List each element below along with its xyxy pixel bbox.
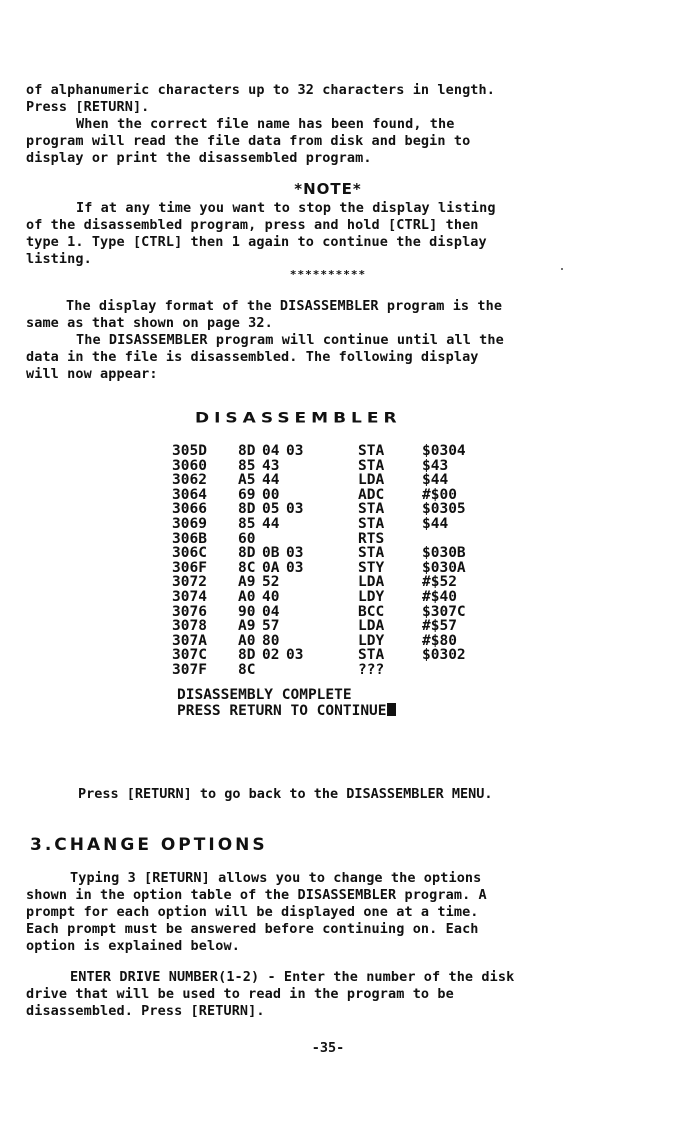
operand-cell: $0302 bbox=[422, 647, 466, 664]
disassembly-listing bbox=[172, 444, 466, 678]
byte-cell: A0 bbox=[238, 632, 256, 649]
listing-row bbox=[172, 517, 466, 532]
text-line: prompt for each option will be displayed one at a time. bbox=[26, 904, 479, 920]
operand-cell: #$57 bbox=[422, 618, 457, 635]
opcode-cell: STA bbox=[358, 457, 385, 474]
operand-cell: #$52 bbox=[422, 574, 457, 591]
address-cell: 305D bbox=[172, 443, 207, 459]
byte-cell: A0 bbox=[238, 588, 256, 605]
continue-paragraph bbox=[26, 332, 632, 383]
byte-cell: 90 bbox=[238, 603, 256, 620]
byte-cell: 03 bbox=[286, 545, 304, 562]
operand-cell: #$40 bbox=[422, 588, 457, 605]
byte-cell: 44 bbox=[262, 515, 280, 532]
operand-cell: $44 bbox=[422, 472, 449, 489]
byte-cell: 85 bbox=[238, 515, 256, 532]
disassembly-complete-message bbox=[177, 688, 396, 718]
listing-row bbox=[172, 605, 466, 620]
opcode-cell: LDA bbox=[358, 472, 385, 489]
operand-cell: $43 bbox=[422, 457, 449, 474]
text-line: same as that shown on page 32. bbox=[26, 315, 273, 331]
print-speck bbox=[561, 268, 563, 270]
address-cell: 3069 bbox=[172, 515, 207, 532]
byte-cell: 04 bbox=[262, 443, 280, 459]
address-cell: 3078 bbox=[172, 618, 207, 635]
note-stars-divider: ********** bbox=[289, 268, 367, 281]
disassembler-screen-title: DISASSEMBLER bbox=[195, 409, 402, 427]
byte-cell: 8C bbox=[238, 559, 256, 576]
note-paragraph bbox=[26, 200, 632, 268]
text-cursor bbox=[387, 703, 396, 716]
listing-row bbox=[172, 575, 466, 590]
text-line: data in the file is disassembled. The following display bbox=[26, 349, 479, 365]
operand-cell: $0304 bbox=[422, 443, 466, 459]
opcode-cell: LDA bbox=[358, 574, 385, 591]
byte-cell: 8D bbox=[238, 647, 256, 664]
text-line: shown in the option table of the DISASSEMBLER program. A bbox=[26, 887, 487, 903]
operand-cell: #$80 bbox=[422, 632, 457, 649]
text-line: option is explained below. bbox=[26, 938, 240, 954]
listing-row bbox=[172, 546, 466, 561]
text-line: disassembled. Press [RETURN]. bbox=[26, 1003, 265, 1019]
text-line: Each prompt must be answered before continuing on. Each bbox=[26, 921, 479, 937]
operand-cell: $0305 bbox=[422, 501, 466, 518]
opcode-cell: LDY bbox=[358, 588, 385, 605]
address-cell: 3072 bbox=[172, 574, 207, 591]
page-number: -35- bbox=[311, 1040, 345, 1056]
text-line: listing. bbox=[26, 251, 92, 267]
byte-cell: 8C bbox=[238, 661, 256, 678]
intro-paragraph bbox=[26, 82, 632, 116]
address-cell: 3066 bbox=[172, 501, 207, 518]
byte-cell: 00 bbox=[262, 486, 280, 503]
byte-cell: 85 bbox=[238, 457, 256, 474]
text-line: ENTER DRIVE NUMBER(1-2) - Enter the number of the disk bbox=[70, 969, 515, 985]
byte-cell: 57 bbox=[262, 618, 280, 635]
opcode-cell: STA bbox=[358, 515, 385, 532]
byte-cell: 05 bbox=[262, 501, 280, 518]
listing-row bbox=[172, 648, 466, 663]
byte-cell: 69 bbox=[238, 486, 256, 503]
opcode-cell: ??? bbox=[358, 661, 385, 678]
text-line: program will read the file data from disk and begin to bbox=[26, 133, 471, 149]
drive-number-paragraph bbox=[26, 969, 632, 1020]
address-cell: 3062 bbox=[172, 472, 207, 489]
opcode-cell: STY bbox=[358, 559, 385, 576]
byte-cell: 8D bbox=[238, 443, 256, 459]
byte-cell: 40 bbox=[262, 588, 280, 605]
listing-row bbox=[172, 532, 466, 547]
opcode-cell: BCC bbox=[358, 603, 385, 620]
address-cell: 306B bbox=[172, 530, 207, 547]
opcode-cell: LDY bbox=[358, 632, 385, 649]
byte-cell: 03 bbox=[286, 501, 304, 518]
listing-row bbox=[172, 663, 466, 678]
byte-cell: 04 bbox=[262, 603, 280, 620]
opcode-cell: ADC bbox=[358, 486, 385, 503]
listing-row bbox=[172, 459, 466, 474]
byte-cell: 0A bbox=[262, 559, 280, 576]
operand-cell: $44 bbox=[422, 515, 449, 532]
text-line: of alphanumeric characters up to 32 characters in length. bbox=[26, 82, 495, 98]
section-heading: 3.CHANGE OPTIONS bbox=[30, 835, 268, 855]
return-to-menu-text: Press [RETURN] to go back to the DISASSEMBLER MENU. bbox=[78, 786, 493, 802]
opcode-cell: RTS bbox=[358, 530, 385, 547]
text-line: will now appear: bbox=[26, 366, 158, 382]
byte-cell: 8D bbox=[238, 545, 256, 562]
address-cell: 3076 bbox=[172, 603, 207, 620]
address-cell: 307A bbox=[172, 632, 207, 649]
note-heading: *NOTE* bbox=[294, 180, 362, 198]
press-return-line: PRESS RETURN TO CONTINUE bbox=[177, 702, 387, 719]
opcode-cell: STA bbox=[358, 501, 385, 518]
text-line: drive that will be used to read in the program to be bbox=[26, 986, 454, 1002]
byte-cell: A9 bbox=[238, 618, 256, 635]
text-line: display or print the disassembled program. bbox=[26, 150, 372, 166]
byte-cell: A5 bbox=[238, 472, 256, 489]
byte-cell: 03 bbox=[286, 647, 304, 664]
address-cell: 307F bbox=[172, 661, 207, 678]
byte-cell: 02 bbox=[262, 647, 280, 664]
operand-cell: $030A bbox=[422, 559, 466, 576]
text-line: Typing 3 [RETURN] allows you to change the options bbox=[70, 870, 482, 886]
address-cell: 307C bbox=[172, 647, 207, 664]
address-cell: 3074 bbox=[172, 588, 207, 605]
text-line: type 1. Type [CTRL] then 1 again to continue the display bbox=[26, 234, 487, 250]
address-cell: 306C bbox=[172, 545, 207, 562]
listing-row bbox=[172, 561, 466, 576]
address-cell: 306F bbox=[172, 559, 207, 576]
byte-cell: 0B bbox=[262, 545, 280, 562]
text-line: The display format of the DISASSEMBLER program is the bbox=[66, 298, 503, 314]
text-line: If at any time you want to stop the display listing bbox=[76, 200, 496, 216]
opcode-cell: STA bbox=[358, 647, 385, 664]
listing-row bbox=[172, 473, 466, 488]
byte-cell: 8D bbox=[238, 501, 256, 518]
text-line: of the disassembled program, press and hold [CTRL] then bbox=[26, 217, 479, 233]
byte-cell: 60 bbox=[238, 530, 256, 547]
text-line: When the correct file name has been found, the bbox=[76, 116, 455, 132]
byte-cell: 52 bbox=[262, 574, 280, 591]
byte-cell: 03 bbox=[286, 443, 304, 459]
byte-cell: A9 bbox=[238, 574, 256, 591]
change-options-paragraph bbox=[26, 870, 632, 955]
file-found-paragraph bbox=[26, 116, 632, 167]
opcode-cell: LDA bbox=[358, 618, 385, 635]
complete-line: DISASSEMBLY COMPLETE bbox=[177, 687, 352, 703]
text-line: The DISASSEMBLER program will continue until all the bbox=[76, 332, 504, 348]
listing-row bbox=[172, 590, 466, 605]
opcode-cell: STA bbox=[358, 443, 385, 459]
operand-cell: #$00 bbox=[422, 486, 457, 503]
listing-row bbox=[172, 619, 466, 634]
byte-cell: 80 bbox=[262, 632, 280, 649]
address-cell: 3060 bbox=[172, 457, 207, 474]
byte-cell: 43 bbox=[262, 457, 280, 474]
display-format-paragraph bbox=[26, 298, 632, 332]
listing-row bbox=[172, 634, 466, 649]
operand-cell: $030B bbox=[422, 545, 466, 562]
operand-cell: $307C bbox=[422, 603, 466, 620]
byte-cell: 03 bbox=[286, 559, 304, 576]
listing-row bbox=[172, 488, 466, 503]
text-line: Press [RETURN]. bbox=[26, 99, 150, 115]
listing-row bbox=[172, 444, 466, 459]
address-cell: 3064 bbox=[172, 486, 207, 503]
listing-row bbox=[172, 502, 466, 517]
byte-cell: 44 bbox=[262, 472, 280, 489]
opcode-cell: STA bbox=[358, 545, 385, 562]
